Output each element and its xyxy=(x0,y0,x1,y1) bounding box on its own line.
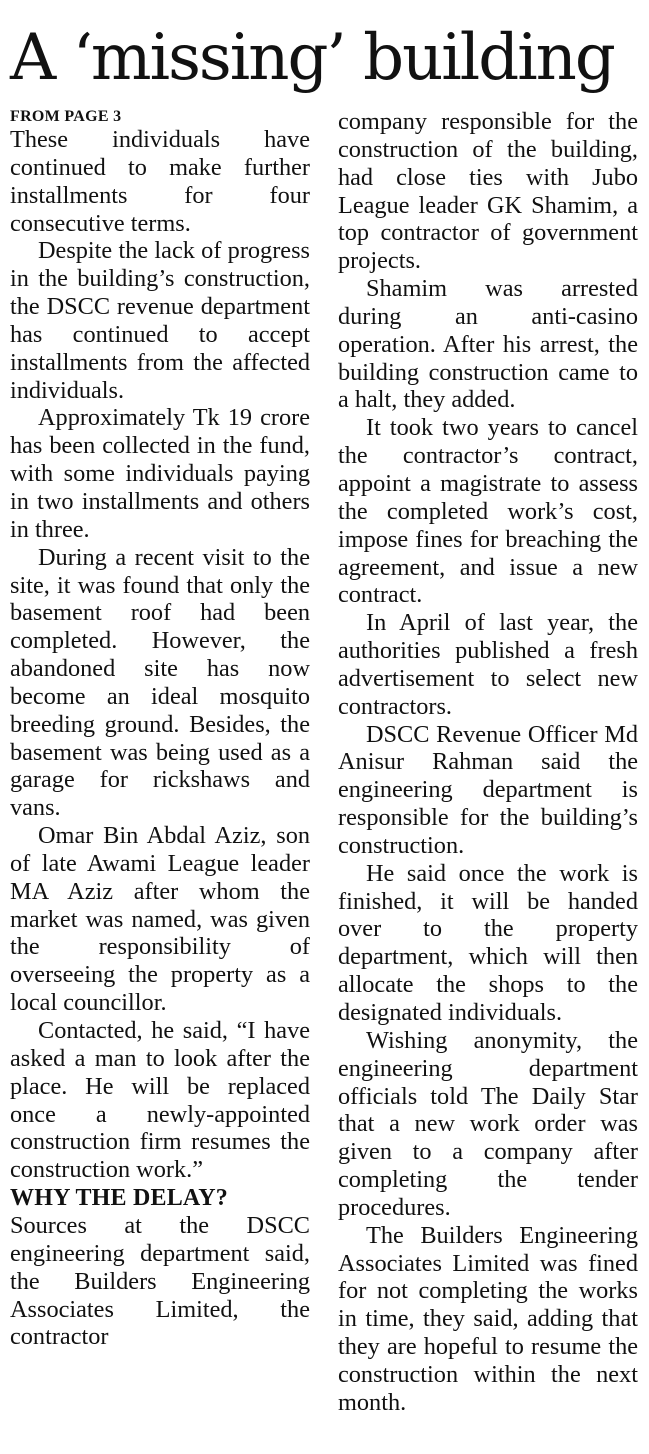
left-column xyxy=(10,108,310,1351)
paragraph: Despite the lack of progress in the building’s construction, the DSCC revenue department has continued to accept installments from the affected individuals. xyxy=(10,237,310,404)
subhead: WHY THE DELAY? xyxy=(10,1185,228,1212)
paragraph: He said once the work is finished, it will be handed over to the property department, which will then allocate the shops to the designated individuals. xyxy=(338,859,638,1026)
paragraph: Sources at the DSCC engineering department said, the Builders Engineering Associates Limited, the contractor xyxy=(10,1212,310,1351)
jump-label: FROM PAGE 3 xyxy=(10,108,122,125)
right-column xyxy=(338,108,638,1417)
paragraph: The Builders Engineering Associates Limited was fined for not completing the works in time, they said, adding that they are hopeful to resume the construction within the next month. xyxy=(338,1221,638,1416)
paragraph: Shamim was arrested during an anti-casino operation. After his arrest, the building construction came to a halt, they added. xyxy=(338,275,638,414)
paragraph: It took two years to cancel the contractor’s contract, appoint a magistrate to assess the completed work’s cost, impose fines for breaching the agreement, and issue a new contract. xyxy=(338,414,638,609)
paragraph: In April of last year, the authorities published a fresh advertisement to select new contractors. xyxy=(338,609,638,720)
paragraph: During a recent visit to the site, it was found that only the basement roof had been completed. However, the abandoned site has now become an ideal mosquito breeding ground. Besides, the basement was being used as a garage for rickshaws and vans. xyxy=(10,543,310,822)
paragraph: Contacted, he said, “I have asked a man to look after the place. He will be replaced once a newly-appointed construction firm resumes the construction work.” xyxy=(10,1017,310,1184)
paragraph: Wishing anonymity, the engineering department officials told The Daily Star that a new work order was given to a company after completing the tender procedures. xyxy=(338,1026,638,1221)
paragraph: DSCC Revenue Officer Md Anisur Rahman said the engineering department is responsible for the building’s construction. xyxy=(338,720,638,859)
paragraph: Omar Bin Abdal Aziz, son of late Awami League leader MA Aziz after whom the market was named, was given the responsibility of overseeing the property as a local councillor. xyxy=(10,822,310,1017)
paragraph: These individuals have continued to make further installments for four consecutive terms. xyxy=(10,126,310,237)
headline: A ‘missing’ building xyxy=(10,21,614,95)
paragraph: Approximately Tk 19 crore has been collected in the fund, with some individuals paying in two installments and others in three. xyxy=(10,404,310,543)
paragraph: company responsible for the construction of the building, had close ties with Jubo League leader GK Shamim, a top contractor of government projects. xyxy=(338,108,638,275)
